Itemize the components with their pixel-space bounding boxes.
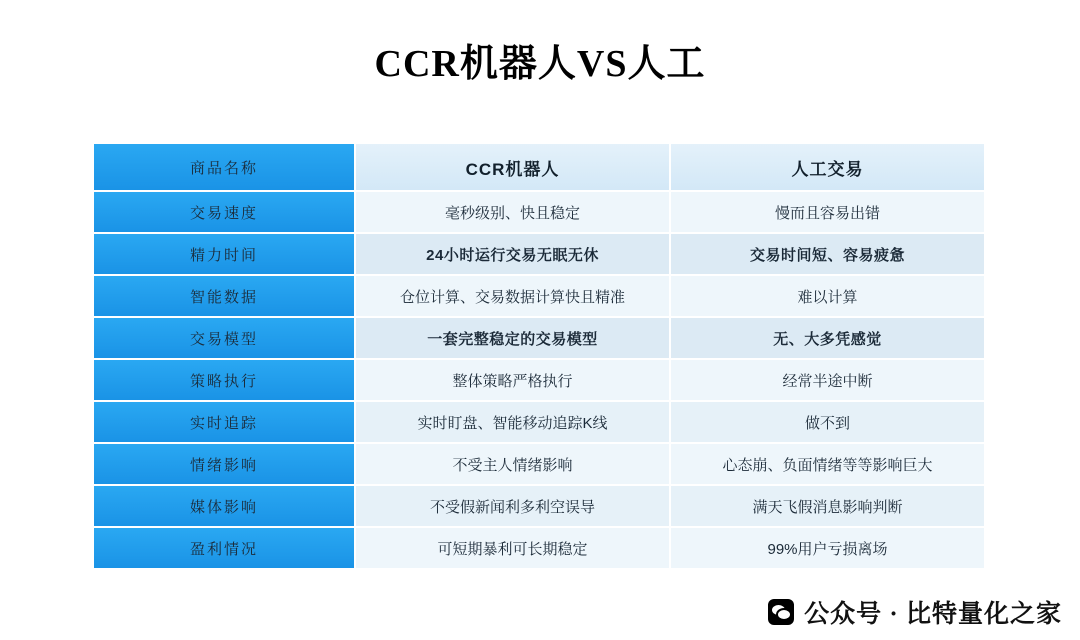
row-label: 交易模型 xyxy=(94,318,356,358)
row-value-ccr: 可短期暴利可长期稳定 xyxy=(356,528,671,568)
table-row xyxy=(94,486,984,526)
row-value-manual: 交易时间短、容易疲惫 xyxy=(671,234,984,274)
row-label: 智能数据 xyxy=(94,276,356,316)
row-value-manual: 心态崩、负面情绪等等影响巨大 xyxy=(671,444,984,484)
wechat-icon xyxy=(768,599,794,625)
column-header-manual: 人工交易 xyxy=(671,144,984,190)
row-value-manual: 99%用户亏损离场 xyxy=(671,528,984,568)
table-body xyxy=(94,144,984,568)
row-value-ccr: 整体策略严格执行 xyxy=(356,360,671,400)
row-value-manual: 无、大多凭感觉 xyxy=(671,318,984,358)
row-value-manual: 满天飞假消息影响判断 xyxy=(671,486,984,526)
row-value-manual: 做不到 xyxy=(671,402,984,442)
row-value-manual: 难以计算 xyxy=(671,276,984,316)
table-row xyxy=(94,234,984,274)
table-row xyxy=(94,528,984,568)
row-label: 情绪影响 xyxy=(94,444,356,484)
row-label: 策略执行 xyxy=(94,360,356,400)
row-value-ccr: 不受假新闻利多利空误导 xyxy=(356,486,671,526)
footer-badge xyxy=(768,594,1062,630)
row-value-ccr: 实时盯盘、智能移动追踪K线 xyxy=(356,402,671,442)
table-row xyxy=(94,360,984,400)
row-label: 媒体影响 xyxy=(94,486,356,526)
comparison-table-wrap xyxy=(94,142,974,570)
table-row xyxy=(94,444,984,484)
row-value-manual: 经常半途中断 xyxy=(671,360,984,400)
row-value-ccr: 不受主人情绪影响 xyxy=(356,444,671,484)
row-label: 交易速度 xyxy=(94,192,356,232)
footer-account-name: 公众号 · 比特量化之家 xyxy=(804,601,1062,628)
row-value-ccr: 24小时运行交易无眠无休 xyxy=(356,234,671,274)
table-row xyxy=(94,192,984,232)
table-row xyxy=(94,402,984,442)
table-row xyxy=(94,318,984,358)
row-value-manual: 慢而且容易出错 xyxy=(671,192,984,232)
row-value-ccr: 仓位计算、交易数据计算快且精准 xyxy=(356,276,671,316)
table-header-row xyxy=(94,144,984,190)
row-value-ccr: 一套完整稳定的交易模型 xyxy=(356,318,671,358)
row-label: 盈利情况 xyxy=(94,528,356,568)
column-header-item: 商品名称 xyxy=(94,144,356,190)
table-row xyxy=(94,276,984,316)
row-label: 实时追踪 xyxy=(94,402,356,442)
row-label: 精力时间 xyxy=(94,234,356,274)
column-header-ccr: CCR机器人 xyxy=(356,144,671,190)
page-title: CCR机器人VS人工 xyxy=(374,43,706,85)
comparison-table xyxy=(94,142,984,570)
row-value-ccr: 毫秒级别、快且稳定 xyxy=(356,192,671,232)
